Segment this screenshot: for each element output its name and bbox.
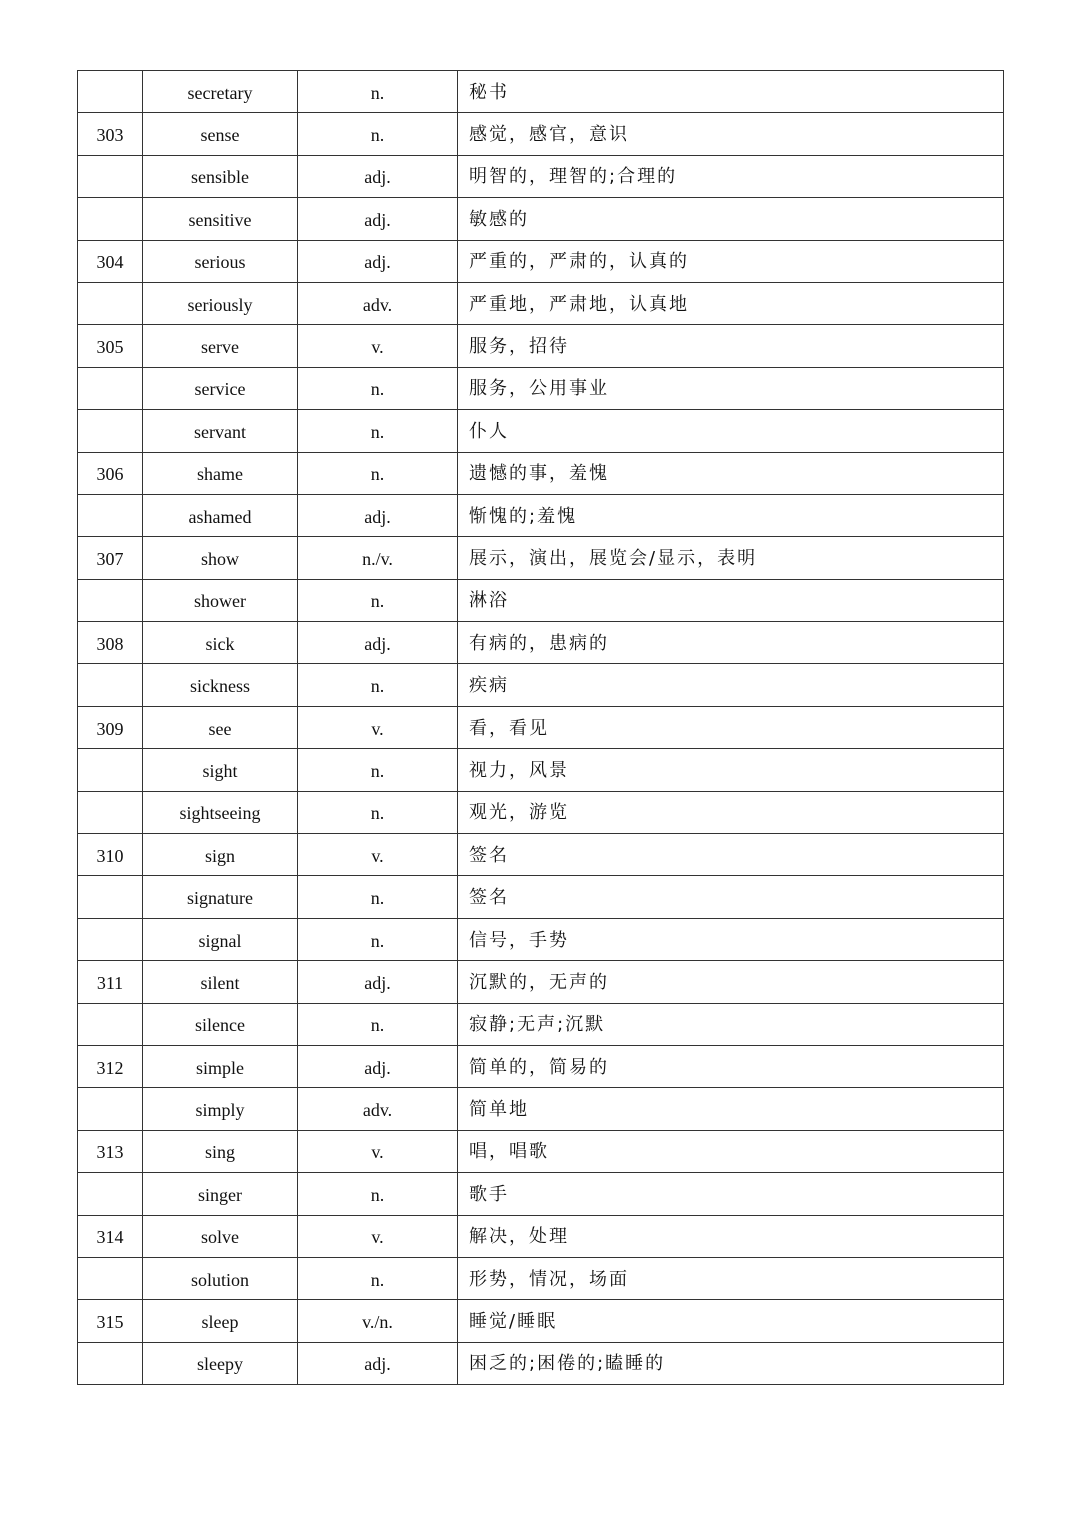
meaning-text: 寂静;无声;沉默: [469, 1014, 606, 1036]
meaning-text: 签名: [469, 844, 509, 866]
word-cell: [143, 918, 298, 960]
entry-number-cell: [78, 876, 143, 918]
table-row: [78, 664, 1004, 706]
word-cell: [143, 1045, 298, 1087]
part-of-speech-cell: [298, 1173, 458, 1215]
meaning-text: 沉默的，无声的: [469, 971, 609, 993]
entry-number-cell: [78, 1342, 143, 1384]
entry-number-text: 307: [96, 548, 124, 569]
part-of-speech-cell: [298, 155, 458, 197]
meaning-text: 简单的，简易的: [469, 1056, 609, 1078]
table-row: [78, 791, 1004, 833]
word-cell: [143, 1003, 298, 1045]
meaning-text: 有病的，患病的: [469, 632, 609, 654]
part-of-speech-text: n.: [370, 379, 385, 400]
entry-number-text: 308: [96, 633, 124, 654]
part-of-speech-text: n./v.: [362, 548, 393, 569]
table-row: [78, 1003, 1004, 1045]
table-row: [78, 1300, 1004, 1342]
part-of-speech-cell: [298, 791, 458, 833]
word-text: shame: [197, 464, 243, 485]
word-cell: [143, 240, 298, 282]
word-cell: [143, 410, 298, 452]
word-cell: [143, 664, 298, 706]
meaning-text: 解决，处理: [469, 1226, 569, 1248]
entry-number-cell: [78, 410, 143, 452]
table-row: [78, 452, 1004, 494]
meaning-text: 视力，风景: [469, 759, 569, 781]
part-of-speech-text: n.: [370, 1184, 385, 1205]
table-row: [78, 155, 1004, 197]
meaning-cell: [458, 537, 1004, 579]
meaning-cell: [458, 367, 1004, 409]
entry-number-text: 306: [96, 464, 124, 485]
part-of-speech-cell: [298, 240, 458, 282]
meaning-cell: [458, 1257, 1004, 1299]
entry-number-cell: [78, 961, 143, 1003]
meaning-cell: [458, 749, 1004, 791]
entry-number-cell: [78, 622, 143, 664]
entry-number-cell: [78, 1088, 143, 1130]
table-row: [78, 113, 1004, 155]
meaning-cell: [458, 1045, 1004, 1087]
part-of-speech-text: n.: [370, 930, 385, 951]
word-text: singer: [198, 1184, 242, 1205]
part-of-speech-text: adj.: [364, 972, 391, 993]
entry-number-cell: [78, 579, 143, 621]
part-of-speech-text: adj.: [364, 209, 391, 230]
part-of-speech-cell: [298, 452, 458, 494]
part-of-speech-cell: [298, 664, 458, 706]
word-cell: [143, 834, 298, 876]
entry-number-cell: [78, 71, 143, 113]
part-of-speech-text: v.: [371, 1227, 384, 1248]
meaning-text: 秘书: [469, 81, 509, 103]
table-row: [78, 325, 1004, 367]
word-text: solve: [201, 1227, 239, 1248]
word-cell: [143, 367, 298, 409]
part-of-speech-text: n.: [370, 591, 385, 612]
part-of-speech-text: adv.: [362, 1100, 393, 1121]
meaning-text: 观光，游览: [469, 802, 569, 824]
word-cell: [143, 1257, 298, 1299]
table-row: [78, 494, 1004, 536]
entry-number-cell: [78, 1300, 143, 1342]
meaning-cell: [458, 1300, 1004, 1342]
part-of-speech-cell: [298, 1088, 458, 1130]
word-text: simply: [195, 1100, 245, 1121]
part-of-speech-text: n.: [370, 82, 385, 103]
meaning-text: 服务，公用事业: [469, 378, 609, 400]
entry-number-cell: [78, 1257, 143, 1299]
word-text: see: [208, 718, 232, 739]
word-text: serious: [194, 252, 246, 273]
word-text: serve: [201, 337, 239, 358]
meaning-cell: [458, 113, 1004, 155]
meaning-text: 歌手: [469, 1183, 509, 1205]
part-of-speech-cell: [298, 537, 458, 579]
table-row: [78, 1173, 1004, 1215]
word-text: sickness: [190, 676, 250, 697]
entry-number-cell: [78, 367, 143, 409]
meaning-cell: [458, 622, 1004, 664]
word-text: seriously: [187, 294, 253, 315]
part-of-speech-cell: [298, 834, 458, 876]
entry-number-cell: [78, 664, 143, 706]
word-text: show: [200, 548, 239, 569]
meaning-text: 签名: [469, 887, 509, 909]
part-of-speech-cell: [298, 198, 458, 240]
table-row: [78, 834, 1004, 876]
entry-number-cell: [78, 198, 143, 240]
word-cell: [143, 1088, 298, 1130]
part-of-speech-text: adj.: [364, 1057, 391, 1078]
word-cell: [143, 494, 298, 536]
entry-number-cell: [78, 706, 143, 748]
entry-number-text: 309: [96, 718, 124, 739]
table-row: [78, 367, 1004, 409]
word-cell: [143, 452, 298, 494]
entry-number-text: 304: [96, 252, 124, 273]
table-row: [78, 918, 1004, 960]
meaning-text: 严重的，严肃的，认真的: [469, 251, 689, 273]
table-row: [78, 1342, 1004, 1384]
part-of-speech-cell: [298, 494, 458, 536]
meaning-cell: [458, 1130, 1004, 1172]
meaning-cell: [458, 155, 1004, 197]
table-row: [78, 1215, 1004, 1257]
entry-number-cell: [78, 155, 143, 197]
part-of-speech-cell: [298, 749, 458, 791]
meaning-cell: [458, 579, 1004, 621]
vocabulary-table: [77, 70, 1004, 1385]
word-cell: [143, 155, 298, 197]
entry-number-text: 315: [96, 1312, 124, 1333]
entry-number-text: 310: [96, 845, 124, 866]
entry-number-cell: [78, 494, 143, 536]
entry-number-cell: [78, 1045, 143, 1087]
table-row: [78, 579, 1004, 621]
word-text: sign: [204, 845, 235, 866]
word-text: signal: [198, 930, 242, 951]
meaning-cell: [458, 452, 1004, 494]
meaning-cell: [458, 1173, 1004, 1215]
meaning-text: 敏感的: [469, 208, 529, 230]
meaning-text: 疾病: [469, 675, 509, 697]
word-cell: [143, 579, 298, 621]
table-row: [78, 282, 1004, 324]
part-of-speech-text: v./n.: [362, 1312, 393, 1333]
part-of-speech-cell: [298, 918, 458, 960]
part-of-speech-cell: [298, 706, 458, 748]
meaning-text: 看，看见: [469, 717, 549, 739]
table-row: [78, 1257, 1004, 1299]
table-row: [78, 706, 1004, 748]
meaning-text: 服务，招待: [469, 336, 569, 358]
part-of-speech-cell: [298, 622, 458, 664]
word-text: sleepy: [197, 1354, 243, 1375]
meaning-text: 遗憾的事，羞愧: [469, 463, 609, 485]
meaning-text: 睡觉/睡眠: [469, 1311, 558, 1333]
entry-number-text: 313: [96, 1142, 124, 1163]
part-of-speech-cell: [298, 1215, 458, 1257]
part-of-speech-text: v.: [371, 718, 384, 739]
entry-number-cell: [78, 1173, 143, 1215]
part-of-speech-text: n.: [370, 464, 385, 485]
meaning-text: 展示，演出，展览会/显示，表明: [469, 547, 758, 569]
word-cell: [143, 1300, 298, 1342]
entry-number-cell: [78, 1003, 143, 1045]
part-of-speech-cell: [298, 367, 458, 409]
meaning-text: 简单地: [469, 1099, 529, 1121]
entry-number-cell: [78, 834, 143, 876]
part-of-speech-cell: [298, 71, 458, 113]
word-cell: [143, 1215, 298, 1257]
meaning-cell: [458, 918, 1004, 960]
part-of-speech-text: adj.: [364, 252, 391, 273]
part-of-speech-cell: [298, 961, 458, 1003]
meaning-cell: [458, 325, 1004, 367]
part-of-speech-text: adj.: [364, 506, 391, 527]
word-text: ashamed: [188, 506, 252, 527]
word-text: silence: [195, 1015, 245, 1036]
word-cell: [143, 282, 298, 324]
table-row: [78, 71, 1004, 113]
word-text: silent: [200, 972, 240, 993]
word-cell: [143, 876, 298, 918]
table-row: [78, 198, 1004, 240]
word-cell: [143, 622, 298, 664]
word-cell: [143, 1130, 298, 1172]
part-of-speech-cell: [298, 1130, 458, 1172]
meaning-text: 形势，情况，场面: [469, 1268, 629, 1290]
table-row: [78, 410, 1004, 452]
part-of-speech-text: v.: [371, 845, 384, 866]
word-cell: [143, 1173, 298, 1215]
meaning-text: 感觉，感官，意识: [469, 124, 629, 146]
table-row: [78, 1045, 1004, 1087]
part-of-speech-cell: [298, 113, 458, 155]
word-text: sight: [202, 760, 238, 781]
entry-number-cell: [78, 240, 143, 282]
part-of-speech-cell: [298, 579, 458, 621]
word-text: service: [194, 379, 246, 400]
entry-number-cell: [78, 282, 143, 324]
part-of-speech-text: adj.: [364, 1354, 391, 1375]
part-of-speech-text: n.: [370, 888, 385, 909]
entry-number-text: 314: [96, 1227, 124, 1248]
part-of-speech-text: adj.: [364, 167, 391, 188]
word-cell: [143, 198, 298, 240]
part-of-speech-cell: [298, 1300, 458, 1342]
part-of-speech-text: adj.: [364, 633, 391, 654]
word-cell: [143, 791, 298, 833]
word-text: secretary: [187, 82, 253, 103]
part-of-speech-text: n.: [370, 421, 385, 442]
word-cell: [143, 113, 298, 155]
table-row: [78, 240, 1004, 282]
entry-number-cell: [78, 791, 143, 833]
entry-number-text: 311: [96, 972, 124, 993]
meaning-text: 信号，手势: [469, 929, 569, 951]
entry-number-cell: [78, 918, 143, 960]
meaning-text: 严重地，严肃地，认真地: [469, 293, 689, 315]
part-of-speech-text: n.: [370, 803, 385, 824]
meaning-cell: [458, 1342, 1004, 1384]
word-cell: [143, 537, 298, 579]
meaning-cell: [458, 1003, 1004, 1045]
meaning-cell: [458, 71, 1004, 113]
entry-number-cell: [78, 537, 143, 579]
entry-number-cell: [78, 749, 143, 791]
word-cell: [143, 961, 298, 1003]
word-text: sleep: [201, 1312, 239, 1333]
word-text: simple: [196, 1057, 244, 1078]
word-text: sensitive: [188, 209, 252, 230]
word-cell: [143, 706, 298, 748]
part-of-speech-cell: [298, 325, 458, 367]
entry-number-text: 305: [96, 337, 124, 358]
meaning-cell: [458, 961, 1004, 1003]
entry-number-cell: [78, 1215, 143, 1257]
part-of-speech-cell: [298, 1045, 458, 1087]
entry-number-cell: [78, 452, 143, 494]
meaning-cell: [458, 791, 1004, 833]
meaning-cell: [458, 240, 1004, 282]
word-text: shower: [194, 591, 246, 612]
part-of-speech-text: n.: [370, 676, 385, 697]
table-row: [78, 622, 1004, 664]
part-of-speech-text: v.: [371, 337, 384, 358]
vocabulary-table-body: [78, 71, 1004, 1385]
word-text: sing: [204, 1142, 235, 1163]
word-cell: [143, 325, 298, 367]
entry-number-text: 303: [96, 125, 124, 146]
table-row: [78, 537, 1004, 579]
meaning-text: 明智的，理智的;合理的: [469, 166, 678, 188]
entry-number-cell: [78, 113, 143, 155]
word-text: sensible: [191, 167, 249, 188]
meaning-cell: [458, 834, 1004, 876]
part-of-speech-text: n.: [370, 760, 385, 781]
meaning-text: 唱，唱歌: [469, 1141, 549, 1163]
table-row: [78, 749, 1004, 791]
meaning-text: 惭愧的;羞愧: [469, 505, 578, 527]
word-text: servant: [194, 421, 246, 442]
part-of-speech-text: adv.: [362, 294, 393, 315]
meaning-text: 淋浴: [469, 590, 509, 612]
part-of-speech-cell: [298, 1342, 458, 1384]
meaning-cell: [458, 1215, 1004, 1257]
table-row: [78, 961, 1004, 1003]
table-row: [78, 1088, 1004, 1130]
word-cell: [143, 71, 298, 113]
part-of-speech-text: v.: [371, 1142, 384, 1163]
meaning-cell: [458, 664, 1004, 706]
entry-number-cell: [78, 325, 143, 367]
word-text: signature: [187, 888, 253, 909]
part-of-speech-cell: [298, 1003, 458, 1045]
meaning-text: 困乏的;困倦的;瞌睡的: [469, 1353, 666, 1375]
word-text: solution: [190, 1269, 249, 1290]
word-cell: [143, 1342, 298, 1384]
table-row: [78, 876, 1004, 918]
part-of-speech-text: n.: [370, 1015, 385, 1036]
part-of-speech-cell: [298, 410, 458, 452]
entry-number-cell: [78, 1130, 143, 1172]
meaning-cell: [458, 876, 1004, 918]
part-of-speech-text: n.: [370, 125, 385, 146]
meaning-cell: [458, 1088, 1004, 1130]
meaning-text: 仆人: [469, 420, 509, 442]
word-text: sightseeing: [179, 803, 261, 824]
part-of-speech-cell: [298, 1257, 458, 1299]
word-text: sense: [200, 125, 240, 146]
word-text: sick: [205, 633, 235, 654]
part-of-speech-text: n.: [370, 1269, 385, 1290]
meaning-cell: [458, 410, 1004, 452]
meaning-cell: [458, 282, 1004, 324]
word-cell: [143, 749, 298, 791]
table-row: [78, 1130, 1004, 1172]
part-of-speech-cell: [298, 876, 458, 918]
meaning-cell: [458, 494, 1004, 536]
entry-number-text: 312: [96, 1057, 124, 1078]
meaning-cell: [458, 706, 1004, 748]
part-of-speech-cell: [298, 282, 458, 324]
meaning-cell: [458, 198, 1004, 240]
